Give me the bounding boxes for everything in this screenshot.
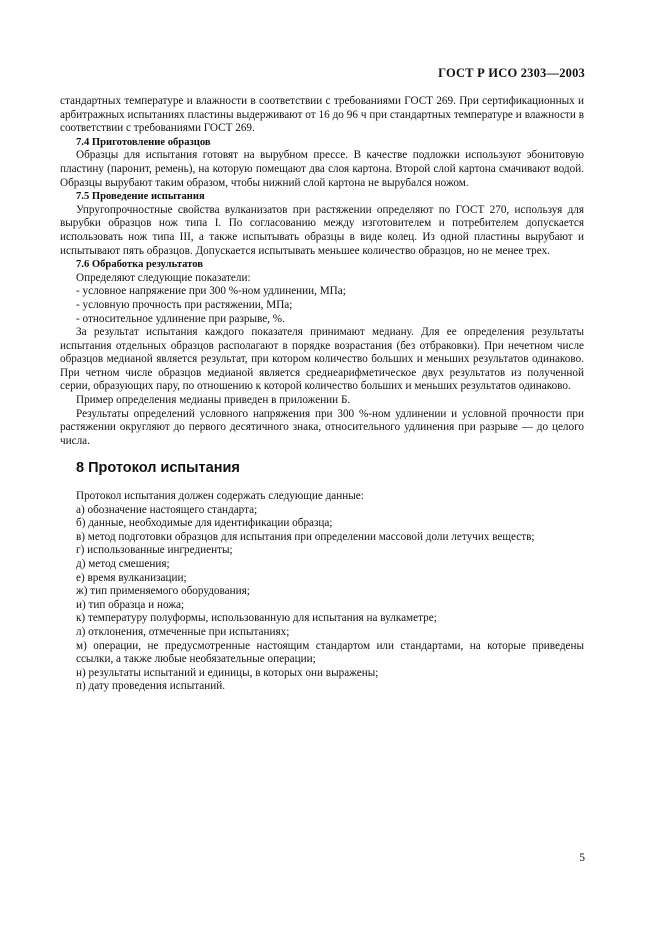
protocol-item: в) метод подготовки образцов для испытания при определении массовой доли летучих веществ;: [76, 530, 535, 543]
page-number: 5: [579, 852, 585, 864]
indicator-item: - относительное удлинение при разрыве, %.: [76, 312, 285, 325]
protocol-item: к) температуру полуформы, использованную для испытания на вулкаметре;: [76, 612, 437, 625]
section-8-heading: 8 Протокол испытания: [76, 460, 240, 477]
document-body: [60, 95, 584, 694]
protocol-item: м) операции, не предусмотренные настоящим стандартом или стандартами, на которые приведены ссылки, а также любые необязательные операции;: [76, 639, 584, 666]
protocol-item: н) результаты испытаний и единицы, в которых они выражены;: [76, 666, 379, 679]
indicator-item: - условное напряжение при 300 %-ном удлинении, МПа;: [76, 285, 346, 298]
protocol-item: п) дату проведения испытаний.: [76, 680, 225, 693]
section-8-lead: Протокол испытания должен содержать следующие данные:: [76, 490, 364, 503]
protocol-item: а) обозначение настоящего стандарта;: [76, 503, 258, 516]
protocol-item: б) данные, необходимые для идентификации образца;: [76, 517, 333, 530]
section-7-4-heading: 7.4 Приготовление образцов: [76, 136, 211, 148]
protocol-item: л) отклонения, отмеченные при испытаниях;: [76, 625, 290, 638]
median-paragraph: За результат испытания каждого показателя принимают медиану. Для ее определения результаты испытания отдельных образцов располагают в порядке возрастания (без отбраковки). При нечетном числе образцов медианой является результат, при котором количество больших и меньших результатов одинаково. При четном числе образцов медианой является среднеарифметическое двух результатов из полученной серии, образующих пару, по отношению к которой количество больших и меньших результатов одинаково.: [60, 326, 584, 393]
section-7-6-lead: Определяют следующие показатели:: [76, 271, 251, 284]
indicator-item: - условную прочность при растяжении, МПа;: [76, 298, 293, 311]
median-example-paragraph: Пример определения медианы приведен в приложении Б.: [76, 394, 351, 407]
protocol-item: и) тип образца и ножа;: [76, 598, 185, 611]
intro-paragraph: стандартных температуре и влажности в соответствии с требованиями ГОСТ 269. При сертификационных и арбитражных испытаниях пластины выдерживают от 16 до 96 ч при стандартных температуре и влажности в соответствии с требованиями ГОСТ 269.: [60, 95, 584, 135]
section-7-4-text: Образцы для испытания готовят на вырубном прессе. В качестве подложки используют эбонитовую пластину (паронит, ремень), на которую помещают два слоя картона. Второй слой картона смачивают водой. Образцы вырубают таким образом, чтобы нижний слой картона не вырубался ножом.: [60, 149, 584, 189]
protocol-item: ж) тип применяемого оборудования;: [76, 585, 250, 598]
protocol-item: г) использованные ингредиенты;: [76, 544, 233, 557]
protocol-item: е) время вулканизации;: [76, 571, 187, 584]
section-7-5-heading: 7.5 Проведение испытания: [76, 191, 205, 203]
protocol-item: д) метод смешения;: [76, 558, 170, 570]
document-header: ГОСТ Р ИСО 2303—2003: [438, 66, 585, 80]
rounding-paragraph: Результаты определений условного напряжения при 300 %-ном удлинении и условной прочности при растяжении округляют до первого десятичного знака, относительного удлинения при разрыве — до целого числа.: [60, 407, 584, 447]
section-7-5-text: Упругопрочностные свойства вулканизатов при растяжении определяют по ГОСТ 270, используя для вырубки образцов нож типа I. По согласованию между изготовителем и потребителем допускается использовать нож типа III, а также испытывать образцы в виде колец. Из одной пластины вырубают и испытывают пять образцов. Допускается испытывать меньшее количество образцов, но не менее трех.: [60, 203, 584, 257]
section-7-6-heading: 7.6 Обработка результатов: [76, 259, 203, 271]
